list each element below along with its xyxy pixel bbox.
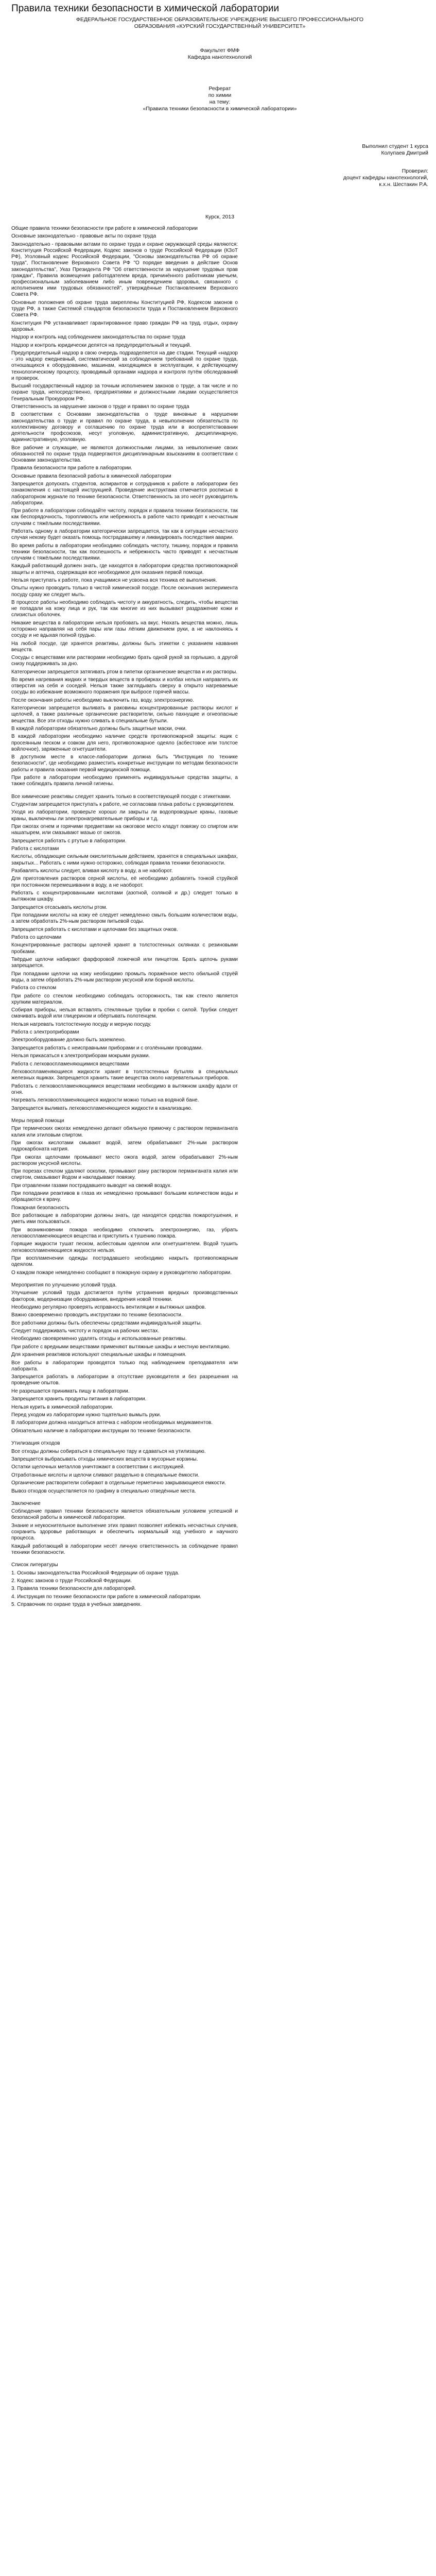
paragraph: Все отходы должны собираться в специальную тару и сдаваться на утилизацию. — [11, 1448, 206, 1454]
paragraph: Запрещается хранить продукты питания в лаборатории. — [11, 1396, 147, 1402]
paragraph: Правила безопасности при работе в лаборатории. — [11, 465, 132, 471]
paragraph-spacer — [11, 1113, 238, 1118]
paragraph: Категорически запрещается выливать в раковины концентрированные растворы кислот и щелочей, а также различные органические растворители, сильно пахнущие и огнеопасные вещества. Все эти отходы нужно сливать в специальные бутыли. — [11, 705, 238, 724]
paragraph: Студентам запрещается приступать к работе, не согласовав плана работы с руководителем. — [11, 802, 235, 808]
paragraph: При воспламенении одежды пострадавшего необходимо накрыть противопожарным одеялом. — [11, 1255, 238, 1268]
student-role: Выполнил студент 1 курса — [362, 143, 428, 149]
paragraph: Знание и неукоснительное выполнение этих правил позволяет избежать несчастных случаев, сохранить здоровье работающих и обеспечить нормальный ход учебного и научного процесса. — [11, 1522, 238, 1541]
checker-label: Проверил: — [402, 168, 428, 174]
paragraph: При попадании кислоты на кожу её следует немедленно смыть большим количеством воды, а затем обработать 2%-ным раствором питьевой соды. — [11, 912, 238, 925]
paragraph: Следует поддерживать чистоту и порядок на рабочих местах. — [11, 1328, 160, 1334]
paragraph: В соответствии с Основами законодательства о труде виновные в нарушении законодательства о труде и правил по охране труда, в невыполнении обязательств по коллективному договору и соглашению по охране труда или в воспрепятствовании деятельности профсоюзов, несут уголовную, административную, дисциплинарную, административную, уголовную. — [11, 412, 238, 443]
paragraph: При ожогах кислотами смывают водой, затем обрабатывают 2%-ным раствором гидрокарбоната натрия. — [11, 1140, 238, 1153]
paragraph: Запрещается работать с неисправными приборами и с оголёнными проводами. — [11, 1045, 203, 1051]
paragraph: Обязательно наличие в лаборатории инструкции по технике безопасности. — [11, 1428, 191, 1434]
paragraph: Никакие вещества в лаборатории нельзя пробовать на вкус. Нюхать вещества можно, лишь осторожно направляя на себя пары или газы лёгким движением руки, а не наклоняясь к сосуду и не вдыхая полной грудью. — [11, 620, 238, 639]
paragraph: Конституция РФ устанавливает гарантированное право граждан РФ на труд, отдых, охрану здоровья. — [11, 320, 238, 332]
paragraph: Все работающие в лаборатории должны знать, где находятся средства пожаротушения, и уметь ими пользоваться. — [11, 1213, 238, 1225]
paragraph: Работать с легковоспламеняющимися веществами необходимо в вытяжном шкафу вдали от огня. — [11, 1083, 238, 1095]
paragraph: Твёрдые щелочи набирают фарфоровой ложечкой или пинцетом. Брать щелочь руками запрещается. — [11, 956, 238, 969]
paragraph: Нельзя нагревать толстостенную посуду и мерную посуду. — [11, 1021, 151, 1027]
paragraph: Остатки щелочных металлов уничтожают в соответствии с инструкцией. — [11, 1464, 185, 1470]
paragraph: Во время работы в лаборатории необходимо соблюдать чистоту, тишину, порядок и правила техники безопасности, так как поспешность и небрежность часто приводят к несчастным случаям с тяжёлыми последствиями. — [11, 543, 238, 561]
paragraph: Надзор и контроль над соблюдением законодательства по охране труда — [11, 334, 186, 341]
paragraph: Работать одному в лаборатории категорически запрещается, так как в ситуации несчастного случая некому будет оказать помощь пострадавшему и ликвидировать последствия аварии. — [11, 528, 238, 541]
paragraph: Важно своевременно проводить инструктажи по технике безопасности. — [11, 1312, 183, 1318]
paragraph: Основные положения об охране труда закреплены Конституцией РФ, Кодексом законов о труде РФ, а также Системой стандартов безопасности труда и Постановлением Верховного Совета РФ. — [11, 299, 238, 318]
paragraph: Необходимо регулярно проверять исправность вентиляции и вытяжных шкафов. — [11, 1304, 206, 1310]
checker-role: доцент кафедры нанотехнологий, — [343, 175, 428, 181]
paragraph-spacer — [11, 1557, 238, 1562]
paragraph: Каждый работающий должен знать, где находятся в лаборатории средства противопожарной защиты и аптечка, содержащая все необходимое для оказания первой помощи. — [11, 563, 238, 575]
paragraph: Запрещается выбрасывать отходы химических веществ в мусорные корзины. — [11, 1456, 198, 1462]
paragraph: Работа с электроприборами — [11, 1029, 79, 1036]
paragraph: Во время нагревания жидких и твердых веществ в пробирках и колбах нельзя направлять их отверстия на себя и соседей. Нельзя также заглядывать сверху в открыто нагреваемые сосуды во избежание возможного поражения при выбросе горячей массы. — [11, 677, 238, 696]
paragraph: Опыты нужно проводить только в чистой химической посуде. После окончания эксперимента посуду сразу же следует мыть. — [11, 585, 238, 598]
paragraph: Горящие жидкости тушат песком, асбестовым одеялом или огнетушителем. Водой тушить легковоспламеняющиеся жидкости нельзя. — [11, 1241, 238, 1253]
paragraph: Не разрешается принимать пищу в лаборатории. — [11, 1388, 130, 1394]
paragraph: Перед уходом из лаборатории нужно тщательно вымыть руки. — [11, 1412, 161, 1418]
paragraph: Запрещается выливать легковоспламеняющиеся жидкости в канализацию. — [11, 1105, 193, 1111]
department: Кафедра нанотехнологий — [187, 54, 252, 60]
paragraph: В каждой лаборатории обязательно должны быть защитные маски, очки. — [11, 726, 187, 732]
report-label: Реферат — [208, 86, 231, 92]
paragraph: Запрещается допускать студентов, аспирантов и сотрудников к работе в лаборатории без ознакомления с настоящей инструкцией. Проведение инструктажа отмечается росписью в лабораторном журнале по технике безопасности. Ответственность за это несёт руководитель лаборатории. — [11, 481, 238, 506]
paragraph: Мероприятия по улучшению условий труда. — [11, 1282, 117, 1288]
paragraph: При порезах стеклом удаляют осколки, промывают рану раствором перманганата калия или спиртом, смазывают йодом и накладывают повязку. — [11, 1168, 238, 1181]
student-name: Колупаев Дмитрий — [381, 150, 428, 156]
paragraph: Концентрированные растворы щелочей хранят в толстостенных склянках с резиновыми пробками. — [11, 942, 238, 955]
paragraph: Все работники должны быть обеспечены средствами индивидуальной защиты. — [11, 1320, 202, 1326]
paragraph: После окончания работы необходимо выключить газ, воду, электроэнергию. — [11, 697, 194, 703]
paragraph: О каждом пожаре немедленно сообщают в пожарную охрану и руководителю лаборатории. — [11, 1269, 232, 1276]
paragraph: Собирая приборы, нельзя вставлять стеклянные трубки в пробки с силой. Трубки следует смачивать водой или глицерином и обёртывать полотенцем. — [11, 1007, 238, 1020]
paragraph-spacer — [11, 1496, 238, 1501]
paragraph: Запрещается работать с кислотами и щелочами без защитных очков. — [11, 926, 178, 933]
paragraph: Работа со стеклом — [11, 985, 57, 991]
paragraph: Запрещается работать с ртутью в лаборатории. — [11, 838, 127, 844]
paragraph: Список литературы — [11, 1562, 58, 1568]
paragraph: Нагревать легковоспламеняющиеся жидкости можно только на водяной бане. — [11, 1097, 199, 1104]
paragraph: Нельзя прикасаться к электроприборам мокрыми руками. — [11, 1053, 150, 1059]
paragraph: Заключение — [11, 1500, 41, 1506]
paragraph: При попадании реактивов в глаза их немедленно промывают большим количеством воды и обращаются к врачу. — [11, 1191, 238, 1203]
paragraph: 5. Справочник по охране труда в учебных заведениях. — [11, 1602, 142, 1608]
paragraph: Работа со щелочами — [11, 934, 62, 940]
paragraph: Работа с кислотами — [11, 846, 59, 852]
institution-name: ФЕДЕРАЛЬНОЕ ГОСУДАРСТВЕННОЕ ОБРАЗОВАТЕЛЬНОЕ УЧРЕЖДЕНИЕ ВЫСШЕГО ПРОФЕССИОНАЛЬНОГО ОБРАЗОВАНИЯ «КУРСКИЙ ГОСУДАРСТВЕННЫЙ УНИВЕРСИТЕТ» — [76, 16, 364, 29]
subject: по химии — [208, 92, 232, 98]
paragraph: Все работы в лаборатории проводятся только под наблюдением преподавателя или лаборанта. — [11, 1360, 238, 1372]
paragraph: Законодательно - правовыми актами по охране труда и охране окружающей среды являются: Конституция Российской Федерации, Кодекс законов о труде Российской Федерации (КЗоТ РФ), Уголовный кодекс Российской Федерации, "Основы законодательства РФ об охране труда", Постановление Верховного Совета РФ "О порядке введения в действие Основ законодательства", Указ Президента РФ "Об ответственности за нарушение трудовых прав граждан", Правила возмещения работодателем вреда, причинённого работникам увечьем, профессиональным заболеванием либо иным повреждением здоровья, связанного с исполнением ими трудовых обязанностей", утверждённые Постановлением Верховного Совета РФ. — [11, 241, 238, 298]
paragraph: Нельзя курить в химической лаборатории. — [11, 1404, 113, 1410]
paragraph: Органические растворители собирают в отдельные герметично закрывающиеся емкости. — [11, 1480, 226, 1486]
paragraph: 1. Основы законодательства Российской Федерации об охране труда. — [11, 1570, 180, 1576]
paragraph: В каждой лаборатории необходимо наличие средств противопожарной защиты: ящик с просеянным песком и совком для него, противопожарное одеяло (асбестовое или толстое войлочное), заряженные огнетушители. — [11, 734, 238, 752]
paragraph: Улучшение условий труда достигается путём устранения вредных производственных факторов, модернизации оборудования, внедрения новой техники. — [11, 1290, 238, 1302]
paragraph: Высший государственный надзор за точным исполнением законов о труде, а так числе и по охране труда, непосредственно, предприятиями и должностными лицами осуществляется Генеральным Прокурором РФ. — [11, 383, 238, 402]
paragraph: Электрооборудование должно быть заземлено. — [11, 1037, 126, 1043]
paragraph: 2. Кодекс законов о труде Российской Федерации. — [11, 1578, 132, 1584]
paragraph: Необходимо своевременно удалять отходы и использованные реактивы. — [11, 1336, 187, 1342]
paragraph: Все химические реактивы следует хранить только в соответствующей посуде с этикетками. — [11, 793, 231, 800]
paragraph-spacer — [11, 1278, 238, 1282]
paragraph: При отравлении газами пострадавшего выводят на свежий воздух. — [11, 1182, 172, 1189]
paragraph: При работе в лаборатории соблюдайте чистоту, порядок и правила техники безопасности, так как беспорядочность, торопливость или небрежность в работе часто приводят к несчастным случаям с тяжёлыми последствиями. — [11, 508, 238, 527]
paragraph: При работе с вредными веществами применяют вытяжные шкафы и местную вентиляцию. — [11, 1344, 231, 1350]
paragraph: При попадании щелочи на кожу необходимо промыть поражённое место обильной струёй воды, а затем обработать 2%-ным раствором уксусной или борной кислоты. — [11, 971, 238, 983]
paragraph: При возникновении пожара необходимо отключить электроэнергию, газ, убрать легковоспламеняющиеся вещества и приступить к тушению пожара. — [11, 1227, 238, 1239]
paragraph: Легковоспламеняющиеся жидкости хранят в толстостенных бутылях в специальных железных ящиках. Запрещается хранить такие вещества около нагревательных приборов. — [11, 1069, 238, 1081]
topic: «Правила техники безопасности в химической лаборатории» — [143, 106, 297, 112]
paragraph: При работе в лаборатории необходимо применять индивидуальные средства защиты, а также соблюдать правила личной гигиены. — [11, 775, 238, 787]
paragraph: Общие правила техники безопасности при работе в химической лаборатории — [11, 226, 198, 231]
paragraph: Сосуды с веществами или растворами необходимо брать одной рукой за горлышко, а другой снизу поддерживать за дно. — [11, 655, 238, 667]
paragraph: В доступном месте в классе-лаборатории должна быть "Инструкция по технике безопасности", где необходимо разместить конкретные инструкции по методам безопасности работы и правила оказания первой медицинской помощи. — [11, 754, 238, 773]
paragraph: Работать с концентрированными кислотами (азотной, соляной и др.) следует только в вытяжном шкафу. — [11, 890, 238, 903]
paragraph: Основные законодательно - правовые акты по охране труда — [11, 233, 156, 240]
paragraph: Пожарная безопасность — [11, 1205, 69, 1211]
paragraph: Все рабочие и служащие, не являются должностными лицами, за невыполнение своих обязанностей по охране труда подвергаются дисциплинарным взысканиям в соответствии с Основами законодательства. — [11, 445, 238, 463]
paragraph: Вывоз отходов осуществляется по графику в специально отведённые места. — [11, 1488, 196, 1494]
paragraph: 3. Правила техники безопасности для лабораторий. — [11, 1586, 136, 1592]
paragraph-spacer — [11, 789, 238, 794]
paragraph: Отработанные кислоты и щелочи сливают раздельно в специальные ёмкости. — [11, 1472, 200, 1478]
paragraph: Утилизация отходов — [11, 1440, 60, 1447]
paragraph: При ожогах щелочами промывают место ожога водой, затем обрабатывают 2%-ным раствором уксусной кислоты. — [11, 1154, 238, 1166]
paragraph: Для приготовления растворов серной кислоты, её необходимо добавлять тонкой струйкой при постоянном перемешивании в воду, а не наоборот. — [11, 876, 238, 888]
paragraph: На любой посуде, где хранятся реактивы, должны быть этикетки с указанием названия веществ. — [11, 640, 238, 653]
paragraph-spacer — [11, 1436, 238, 1440]
paragraph: Запрещается отсасывать кислоты ртом. — [11, 904, 108, 910]
paragraph: Ответственность за нарушение законов о труде и правил по охране труда — [11, 403, 189, 410]
paragraph: Кислоты, обладающие сильным окислительным действием, хранятся в специальных шкафах, закрытых... Работать с ними нужно осторожно, соблюдая правила техники безопасности. — [11, 854, 238, 866]
checker-name: к.х.н. Шестакин Р.А. — [379, 181, 428, 188]
paragraph: Надзор и контроль юридически делятся на предупредительный и текущий. — [11, 342, 191, 348]
paragraph: Уходя из лаборатории, проверьте хорошо ли закрыты ли водопроводные краны, газовые краны, выключены ли электронагревательные приборы и т.д. — [11, 809, 238, 822]
paragraph: Основные правила безопасной работы в химической лаборатории — [11, 473, 171, 479]
topic-label: на тему: — [209, 99, 231, 105]
page-title: Правила техники безопасности в химической лаборатории — [11, 3, 280, 14]
paragraph: 4. Инструкция по технике безопасности при работе в химической лаборатории. — [11, 1594, 202, 1600]
document-page — [11, 3, 428, 1610]
paragraph: Предупредительный надзор в свою очередь подразделяется на две стадии. Текущий «надзор - это надзор ежедневный, систематический за соблюдением требований по охране труда, отношащихся к оборудованию, машинам, находящимся в эксплуатации, к действующему технологическому процессу, проводимый органами надзора и контроля путём обследований и проверок. — [11, 350, 238, 381]
paragraph: Меры первой помощи — [11, 1118, 64, 1124]
paragraph: В лаборатории должна находиться аптечка с набором необходимых медикаментов. — [11, 1420, 213, 1426]
paragraph: Соблюдение правил техники безопасности является обязательным условием успешной и безопасной работы в химической лаборатории. — [11, 1509, 238, 1521]
paragraph: Работа с легковоспламеняющимися веществами — [11, 1061, 129, 1067]
paragraph: В процессе работы необходимо соблюдать чистоту и аккуратность, следить, чтобы вещества не попадали на кожу лица и рук, так как многие из них вызывают раздражение кожи и слизистых оболочек. — [11, 599, 238, 618]
faculty: Факультет ФМФ — [200, 47, 240, 54]
paragraph: Категорически запрещается затягивать ртом в пипетки органические вещества и их растворы. — [11, 669, 238, 675]
paragraph: Запрещается работать в лаборатории в отсутствие руководителя и без разрешения на проведение опытов. — [11, 1374, 238, 1386]
paragraph: При термических ожогах немедленно делают обильную примочку с раствором перманганата калия или этиловым спиртом. — [11, 1126, 238, 1138]
paragraph: Каждый работающий в лаборатории несёт личную ответственность за соблюдение правил техники безопасности. — [11, 1543, 238, 1555]
paragraph: Разбавлять кислоты следует, вливая кислоту в воду, а не наоборот. — [11, 868, 173, 874]
paragraph: Нельзя приступать к работе, пока учащимися не усвоена вся техника её выполнения. — [11, 577, 217, 583]
paragraph: Для хранения реактивов используют специальные шкафы и помещения. — [11, 1352, 187, 1358]
paragraph: При работе со стеклом необходимо соблюдать осторожность, так как стекло является хрупким материалом. — [11, 993, 238, 1005]
paragraph: При ожогах огнем и горячими предметами на ожоговое место кладут повязку со спиртом или нашатырем, или смазывают мазью от ожогов. — [11, 824, 238, 836]
city-year: Курск, 2013 — [205, 214, 235, 220]
document-body — [11, 226, 238, 1608]
